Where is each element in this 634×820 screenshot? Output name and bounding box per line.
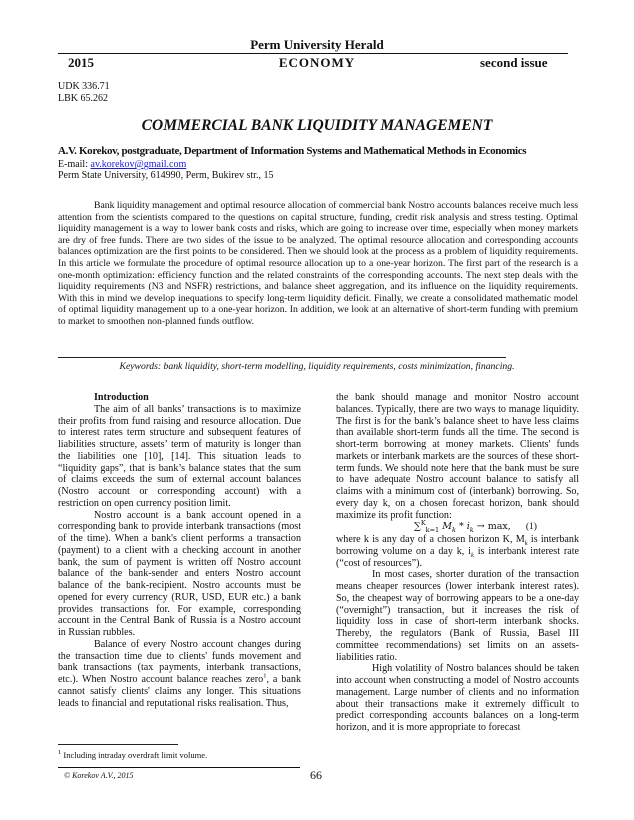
eq-sup: K — [420, 519, 426, 528]
keywords-rule — [58, 357, 506, 358]
page-number: 66 — [310, 768, 322, 782]
eq-index: k — [451, 526, 456, 535]
paragraph: Nostro account is a bank account opened in a corresponding bank to provide interbank transactions (most of the time). When a bank's client performs a transaction (payment) to a client with a checking account in another bank, the sum of payment is written off Nostro account balance of the bank-sender and enters Nostro account balance of the bank-recipient. Nostro accounts must be opened for every currency (RUR, USD, EUR etc.) a bank provides transactions for. For example, corresponding account in the Central Bank of Russia is a Nostro account in Russian rubbles. — [58, 509, 301, 638]
text: , a bank cannot satisfy clients' claims any longer. This situations leads to financial and reputational risks realisation. Thus, — [58, 674, 301, 709]
text: is interbank borrowing volume on a day k, i — [336, 534, 579, 557]
eq-index: k — [469, 526, 474, 535]
copyright: © Korekov A.V., 2015 — [64, 771, 134, 780]
footnote-rule — [58, 744, 178, 745]
sum-symbol: ∑ — [414, 521, 421, 533]
footnote-text: Including intraday overdraft limit volume. — [61, 750, 208, 760]
author-line: A.V. Korekov, postgraduate, Department of Information Systems and Mathematical Methods in Economics — [58, 145, 527, 157]
header-rule — [58, 53, 568, 54]
eq-var: M — [442, 521, 452, 533]
abstract: Bank liquidity management and optimal resource allocation of commercial bank Nostro accounts balances receive much less attention from the scientists compared to the questions on capital structure, funding, credit risk analysis and stress testing. Optimal liquidity management is a way to lower bank costs and risks, which are going to increase over time, especially when money markets are dry of free funds. There are two sides of the issue to be analyzed. The optimal resource allocation and corresponding accounts balances optimization are the first points to be considered. Then we should look at the process as a problem of liquidity requirements. In this article we formulate the procedure of optimal resource allocation up to a one-year horizon. The first part of the research is a one-month optimization: efficiency function and the related constraints of the corresponding accounts. The next step deals with the liquidity requirements (N3 and NSFR) restrictions, and balance sheet aggregation, and its influence on the liquidity requirements. With this in mind we develop inequations to specify long-term liquidity deficit. Finally, we create a consolidated mathematic model of optimal liquidity management up to a one-year horizon. In addition, we look at an alternative of short-term funding with premium to market to smoothen non-planned funds outflow. — [58, 200, 578, 327]
lbk-code: LBK 65.262 — [58, 93, 108, 104]
article-title: COMMERCIAL BANK LIQUIDITY MANAGEMENT — [141, 117, 493, 134]
eq-index: k — [471, 551, 474, 559]
paragraph — [336, 534, 579, 569]
issue-year: 2015 — [68, 55, 94, 70]
eq-sub: k=1 — [425, 526, 440, 535]
text: where k is any day of a chosen horizon K, M — [336, 534, 525, 545]
text: is interbank interest rate (“cost of resources”). — [336, 545, 580, 569]
journal-section: ECONOMY — [278, 55, 356, 70]
text: Balance of every Nostro account changes during the transaction time due to clients' funds movement and bank transactions (tax payments, interbank transactions, etc.). When Nostro account balance reaches zero — [58, 638, 301, 685]
journal-name: Perm University Herald — [250, 37, 384, 52]
eq-op: * — [455, 521, 467, 533]
right-column — [336, 392, 579, 734]
paragraph — [58, 639, 301, 710]
eq-var: i — [466, 521, 470, 533]
paragraph: The aim of all banks’ transactions is to maximize their profits from fund raising and resource allocation. Due to interest rates term structure and subsequent features of liabilities structure, assets’ term of maturity is longer than the liabilities one [10], [14]. This situation leads to “liquidity gaps”, that is bank’s balance states that the sum of claims exceeds the sum of external account balances (Nostro account or corresponding account) with a restriction on open currency position limit. — [58, 403, 301, 509]
section-heading: Introduction — [94, 392, 149, 403]
footnote-mark: 1 — [58, 749, 62, 757]
eq-index: k — [524, 540, 528, 548]
author-address: Perm State University, 614990, Perm, Bukirev str., 15 — [58, 170, 274, 181]
issue-number: second issue — [480, 55, 548, 70]
paragraph: the bank should manage and monitor Nostro account balances. Typically, there are two ways to manage liquidity. The first is for the bank’s balance sheet to have less claims than available short-term funds all the time. The second is short-term borrowing at money markets. Clients' funds markets or interbank markets are the sources of these short-term funds. We should note here that the bank must be sure to have adequate Nostro account balance to satisfy all claims with a minimum cost of (interbank) borrowing. So, every day k, on a chosen forecast horizon, bank should maximize its profit function: — [336, 392, 579, 521]
footnote-ref: 1 — [263, 672, 267, 680]
keywords: Keywords: bank liquidity, short-term modelling, liquidity requirements, costs minimization, financing. — [119, 361, 515, 372]
email-link[interactable]: av.korekov@gmail.com — [90, 159, 187, 170]
left-column — [58, 392, 301, 709]
classification-codes — [58, 81, 110, 105]
paragraph: High volatility of Nostro balances should be taken into account when constructing a model of Nostro accounts management. Large number of clients and no information about their transactions make it extremely difficult to predict corresponding accounts balances on a long-term horizon, and it is more appropriate to forecast — [336, 663, 579, 733]
footer-rule — [58, 767, 300, 768]
equation-number: (1) — [525, 522, 537, 533]
eq-op: → max, — [473, 521, 511, 533]
udk-code: UDK 336.71 — [58, 81, 110, 92]
footnote — [58, 750, 207, 760]
email-label: E-mail: — [58, 159, 91, 170]
equation — [336, 521, 579, 534]
paragraph: In most cases, shorter duration of the transaction means cheaper resources (lower interbank interest rates). So, the cheapest way of borrowing appears to be a one-day (“overnight”) transaction, but it increases the risk of liquidity loss in case of short-term interbank shocks. Thereby, the regulators (Bank of Russia, Basel III committee recommendations) set limits on an assets-liabilities ratio. — [336, 569, 579, 663]
